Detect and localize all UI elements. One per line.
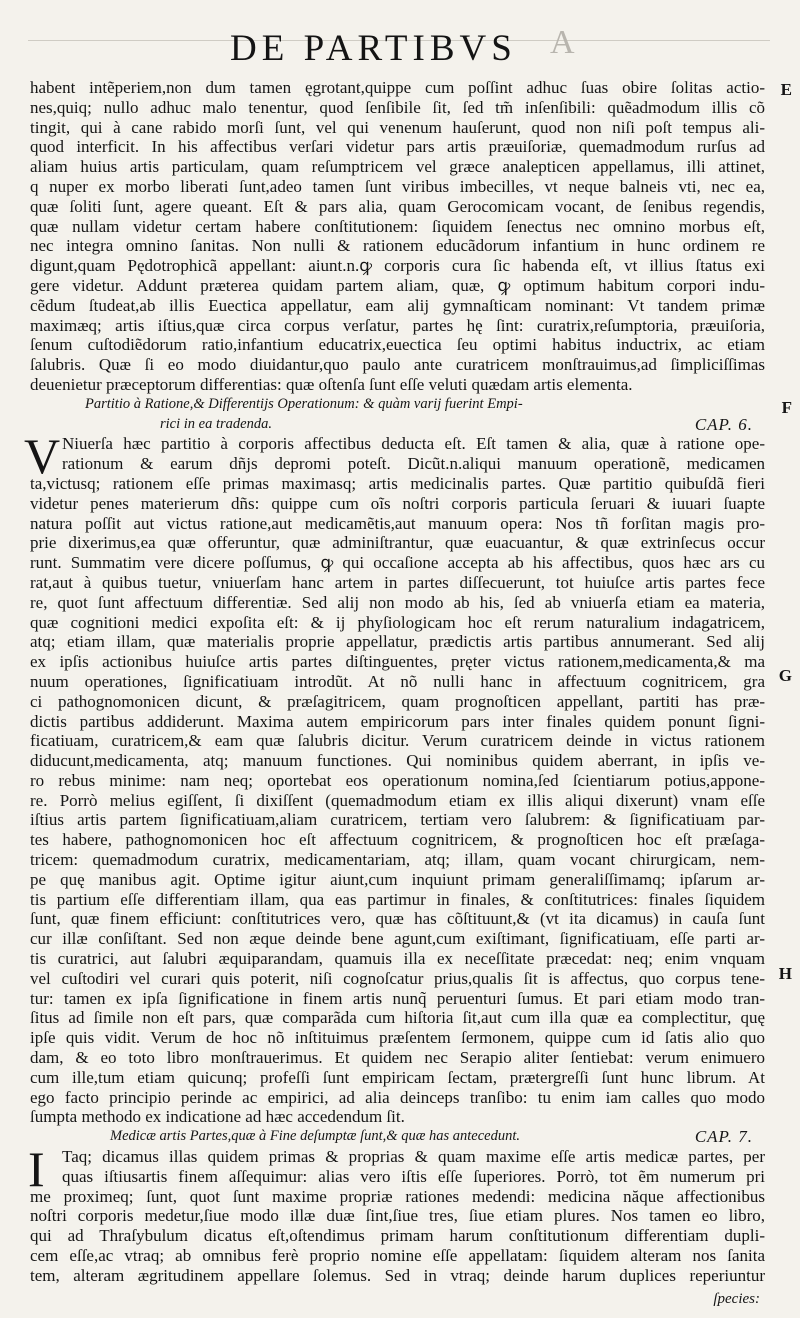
text-line: ficatiuam, curatricem,& eam quæ ſalubris dicitur. Verum curatricem deinde in victus rationem — [30, 731, 765, 751]
text-line: gere videtur. Addunt præterea quidam partem aliam, quæ, ꝙ optimum habitum corpori indu- — [30, 275, 765, 295]
text-line: vel cuſtodiri vel curari quis poterit, niſi cognoſcatur prius,qualis ſit is affectus, quo corpus tene- — [30, 968, 765, 988]
text-line: atq; etiam illam, quæ materialis proprie appellatur, prædictis artis partibus annumerant. Sed alij — [30, 632, 765, 652]
text-line: ſunt, quæ finem efficiunt: conſtitutrices vero, quæ has cõſtituunt,& (vt ita dicamus) in cauſa ſunt — [30, 909, 765, 929]
running-head-fragment: A — [550, 24, 575, 61]
text-line: nuum operationes, ſignificatiuam introdũt. At nõ nulli hanc in affectuum cognitricem, gra — [30, 671, 765, 691]
chapter-7-heading: Medicæ artis Partes,quæ à Fine deſumptæ ſunt,& quæ has antecedunt. — [110, 1128, 520, 1145]
text-line: nes,quiq; nullo adhuc malo tenentur, quod ſenſibile ſit, ſed tm̃ inſenſibili: quẽadmodum illis cõ — [30, 97, 765, 117]
chapter-7-body-cont — [30, 1187, 765, 1286]
text-line: cem eſſe,ac vtraq; ab omnibus ferè proprio nomine eſſe appellatam: ſiquidem alteram nos ſanita — [30, 1246, 765, 1266]
text-line: ſumpta methodo ex indicatione ad hæc accedendum ſit. — [30, 1107, 405, 1127]
catchword: ſpecies: — [713, 1291, 760, 1307]
text-line: ta,victusq; rationem eſſe primas maximasq; artis medicinalis partes. Quæ partitio quibuſdã fieri — [30, 473, 765, 493]
text-line: quæ ſoliti ſunt, agere queant. Eſt & pars alia, quam Gerocomicam vocant, de ſenibus regendis, — [30, 196, 765, 216]
margin-letter-f: F — [781, 398, 792, 417]
text-line: quas iſtiusartis finem aſſequimur: alias vero iſtis eſſe ſuperiores. Porrò, tot ẽm numerum pri — [62, 1166, 765, 1186]
running-head: DE PARTIBVS — [230, 28, 517, 69]
text-line: cur illæ conſiſtant. Sed non æque deinde bene agunt,cum exiſtimant, ſignificatiuam, eſſe parti ar- — [30, 929, 765, 949]
text-line: runt. Summatim vere dicere poſſumus, ꝙ qui occaſione accepta ab his affectibus, quos hæc ars cu — [30, 553, 765, 573]
text-line: aliam huius artis particulam, quam reſumptricem vel græce analepticen appellamus, illi attinet, — [30, 157, 765, 177]
chapter-6-heading-cont: rici in ea tradenda. — [160, 415, 272, 432]
text-line: rationum & earum dñjs depromi poteſt. Dicũt.n.aliqui manuum operationẽ, medicamen — [62, 454, 765, 474]
text-line: tis partium eſſe differentiam illam, qua eas partimur in finales, & conſtitutrices: finales ſiquidem — [30, 889, 765, 909]
text-line: tis curatrici, aut ſalubri æquiparandam, quamuis illa ex neceſſitate præcedat: neq; enim vnquam — [30, 949, 765, 969]
text-line: ſalubris. Quæ ſi eo modo diuidantur,quo paulo ante curatricem monſtrauimus,ad ſimpliciſſimas — [30, 355, 765, 375]
text-line: tes habere, pathognomonicen hoc eſt affectuum cognitricem, & prognoſticen hoc eſt præſaga- — [30, 830, 765, 850]
text-line: videtur penes materierum dñs: quippe cum oĩs noſtri corporis particula ſeruari & iuuari ſuapte — [30, 493, 765, 513]
page-text — [24, 78, 765, 1286]
chapter-7-heading-row — [30, 1127, 765, 1147]
text-line: ipſe quis vidit. Verum de hoc nõ inſtituimus præſentem ſermonem, quippe cum id ſatis alio quo — [30, 1028, 765, 1048]
text-line: Niuerſa hæc partitio à corporis affectibus deducta eſt. Eſt tamen & alia, quæ à ratione ope- — [62, 434, 765, 454]
text-line: ro rebus minime: nam neq; oportebat eos operationum nomina,ſed ſcientiarum potius,appone- — [30, 770, 765, 790]
text-line: habent intẽperiem,non dum tamen ęgrotant,quippe cum poſſint adhuc ſuas obire ſolitas actio- — [30, 78, 765, 97]
text-line: q nuper ex morbo liberati ſunt,adeo tamen ſunt viribus imbecilles, vt neque balneis vti, nec ea, — [30, 176, 765, 196]
text-line: natura poſſit aut victus ratione,aut medicamẽtis,aut manuum opera: Nos tñ forſitan magis pro- — [30, 513, 765, 533]
text-line: tur: tamen ex ipſa ſignificatione in finem artis nunq̃ peruenturi ſumus. Et pari etiam modo tran- — [30, 988, 765, 1008]
margin-letter-h: H — [778, 964, 792, 983]
chapter-6-heading: Partitio à Ratione,& Differentijs Operationum: & quàm varij fuerint Empi- — [85, 395, 523, 412]
text-line: ſitus ad ſimile non eſt pars, quæ comparãda cum hiſtoria ſit,aut cum illa quæ ea complectitur, quę — [30, 1008, 765, 1028]
text-line: dictis partibus addiderunt. Maxima autem empiricorum pars inter finales quidem ponunt ſigni- — [30, 711, 765, 731]
text-line: quæ cognitioni medici expoſita eſt: & ij phyſiologicam hoc eſt rerum naturalium indagatricem, — [30, 612, 765, 632]
chapter-6-number: CAP. 6. — [694, 414, 753, 434]
text-line: iſtius artis partem ſignificatiuam,aliam curatricem, tertiam vero ſalubrem: & ſignificatiuam par- — [30, 810, 765, 830]
chapter-6-body-cont — [30, 474, 765, 1127]
text-line: cum ille,tum etiam quicunq; profeſſi ſunt empiricam ſectam, prætergreſſi ſunt hunc librum. At — [30, 1067, 765, 1087]
text-line: noſtri corporis medetur,ſiue modo illæ duæ ſint,ſiue tres, ſiue etiam plures. Nos tamen eo libro, — [30, 1206, 765, 1226]
text-line: diducunt,medicamenta, atq; manuum functiones. Qui nominibus quidem aberrant, in ipſis ve- — [30, 751, 765, 771]
text-line: tem, alteram ægritudinem appellare ſolemus. Sed in vtraq; deinde harum duplices reperiuntur — [30, 1265, 765, 1285]
text-line: Taq; dicamus illas quidem primas & proprias & quam maxime eſſe artis medicæ partes, per — [62, 1147, 765, 1167]
text-line: prie dixerimus,ea quæ offeruntur, quæ adminiſtrantur, quæ euacuantur, & quæ extrinſecus occur — [30, 533, 765, 553]
text-line: me proximeq; ſunt, quot ſunt maxime propriæ rationes medendi: medicina năque affectionibus — [30, 1186, 765, 1206]
text-line: ex ipſis actionibus huiuſce artis partes diſtinguentes, pręter victus rationem,medicamenta,& ma — [30, 652, 765, 672]
drop-cap-v: V — [24, 428, 61, 485]
text-line: re, quot ſunt affectuum differentiæ. Sed alij non modo ab his, ſed ab vniuerſa etiam ea materia, — [30, 592, 765, 612]
margin-letter-e: E — [780, 80, 792, 99]
text-line: ego facto principio perinde ac empirici, ad alia deinceps tranſibo: tu enim iam calles quo modo — [30, 1087, 765, 1107]
drop-cap-i: I — [28, 1141, 45, 1198]
chapter-6-heading-row — [30, 415, 765, 435]
chapter-7-number: CAP. 7. — [694, 1127, 753, 1147]
text-line: nec integra omnino ſanitas. Non nulli & rationem educãdorum infantium in hunc ordinem re — [30, 236, 765, 256]
text-line: quæ nullam videtur certam habere conſtitutionem: ſiquidem ſenectus nec omnino morbus eſt, — [30, 216, 765, 236]
text-line: tingit, qui à cane rabido morſi ſunt, vel qui venenum hauſerunt, quod non niſi poſt tempus ali- — [30, 117, 765, 137]
text-line: qui ad Thraſybulum dicatus eſt,oſtendimus primam harum conſtitutionum differentiam dupli- — [30, 1226, 765, 1246]
text-line: maximæq; artis iſtius,quæ circa corpus verſatur, partes hę ſint: curatrix,reſumptoria, præuiſoria, — [30, 315, 765, 335]
text-line: cẽdum ſtudeat,ab illis Euectica appellatur, eam alij gymnaſticam nominant: Vt tandem primæ — [30, 295, 765, 315]
text-line: tricem: quemadmodum curatrix, medicamentariam, atq; illam, quam vocant chirurgicam, nem- — [30, 850, 765, 870]
text-line: dam, & eo toto libro monſtrauerimus. Et quidem nec Serapio aliter ſentiebat: verum enimuero — [30, 1048, 765, 1068]
paragraph-continuation — [30, 78, 765, 395]
text-line: deuenietur præceptorum differentias: quæ oſtenſa ſunt eſſe veluti quædam artis elementa. — [30, 374, 633, 394]
text-line: digunt,quam Pędotrophicã appellant: aiunt.n.ꝙ corporis cura ſic habenda eſt, vt illius ſtatus exi — [30, 256, 765, 276]
text-line: pe quę manibus agit. Optime igitur aiunt,cum inquiunt primam generaliſſimamq; ipſarum ar- — [30, 869, 765, 889]
text-line: ci pathognomonicen dicunt, & præſagitricem, quam prognoſticen appellant, partiti has præ- — [30, 691, 765, 711]
text-line: re. Porrò melius egiſſent, ſi dixiſſent (quemadmodum etiam ex illis aliqui dixerunt) vnam eſſe — [30, 790, 765, 810]
margin-letter-g: G — [778, 666, 792, 685]
text-line: quod interficit. In his affectibus verſari videtur pars artis præuiſoriæ, quemadmodum rurſus ad — [30, 137, 765, 157]
text-line: rat,aut à quibus tuetur, vniuerſam hanc artem in partes diſſecuerunt, tot huiuſce artis partes fece — [30, 572, 765, 592]
text-line: ſenum cuſtodiẽdorum ratio,infantium educatrix,euectica ſeu optimi habitus inductrix, ac etiam — [30, 335, 765, 355]
